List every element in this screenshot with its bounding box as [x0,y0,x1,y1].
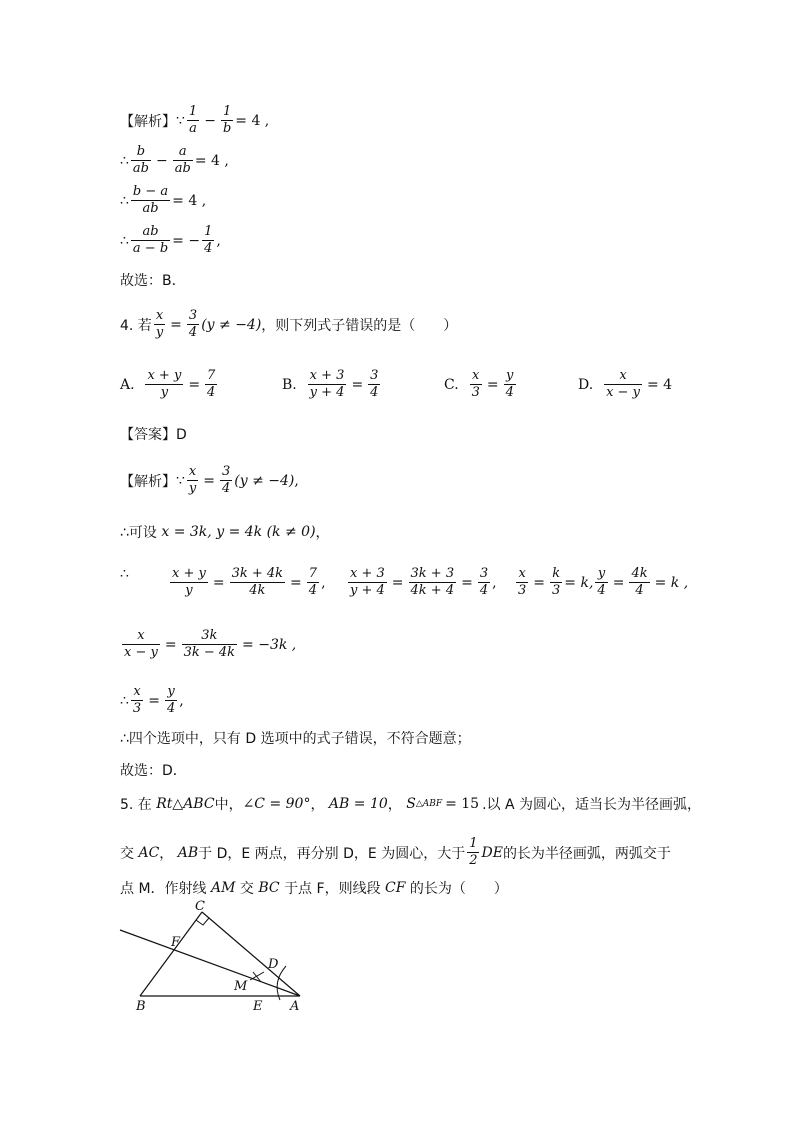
q3-analysis-line3: ∴ $\frac{b - a}{ab}$ = 4 , [120,184,207,216]
q5-line2: 交 AC ， AB 于 D，E 两点，再分别 D，E 为圆心，大于 $\frac{1}{2}$ DE 的长为半径画弧，两弧交于 [120,836,671,868]
fraction: $\frac{x}{x - y}$ [124,628,158,660]
label-c: C [195,900,205,914]
fraction: $\frac{3k + 4k}{4k}$ [231,566,284,598]
therefore-symbol: ∴ [120,232,129,249]
q4-analysis-line4: $\frac{x}{x - y}$ = $\frac{3k}{3k - 4k}$ = −3k , [124,628,297,660]
q5-line1: 5. 在 Rt△ABC 中， ∠C = 90° ， AB = 10 ， S △ABF = 15 .以 A 为圆心，适当长为半径画弧， [120,796,702,813]
q3-analysis-line4: ∴ $\frac{ab}{a - b}$ = − $\frac{1}{4}$ , [120,224,221,256]
fraction: $\frac{b}{ab}$ [132,144,149,176]
fraction: $\frac{x + 3}{y + 4}$ [350,566,385,598]
fraction: $\frac{x}{3}$ [471,368,480,400]
fraction: $\frac{4k}{4}$ [631,566,648,598]
fraction: $\frac{x + 3}{y + 4}$ [309,368,345,400]
side-bc [140,912,202,996]
fraction: $\frac{k}{3}$ [552,566,561,598]
fraction: $\frac{x + y}{y}$ [147,368,182,400]
q4-stem: 4. 若 $\frac{x}{y}$ = $\frac{3}{4}$ (y ≠ −4) ，则下列式子错误的是（ ） [120,308,458,340]
label-b: B [136,999,146,1014]
fraction: $\frac{ab}{a - b}$ [132,224,169,256]
q4-analysis-line3a: ∴ [120,566,129,582]
q4-answer: 【答案】D [120,427,187,443]
fraction: $\frac{3}{4}$ [222,464,231,496]
fraction: $\frac{x}{3}$ [518,566,527,598]
q4-option-c: C. $\frac{x}{3}$ = $\frac{y}{4}$ [444,368,514,400]
fraction: $\frac{x}{y}$ [188,464,197,496]
label-e: E [253,999,263,1014]
fraction: $\frac{3k}{3k - 4k}$ [183,628,236,660]
fraction: $\frac{1}{a}$ [188,104,198,136]
fraction: $\frac{3k + 3}{4k + 4}$ [410,566,455,598]
fraction: $\frac{a}{ab}$ [174,144,191,176]
arc-m1 [250,972,264,980]
q4-analysis-line1: 【解析】 ∵ $\frac{x}{y}$ = $\frac{3}{4}$ (y ≠ −4) , [120,464,299,496]
fraction: $\frac{x + y}{y}$ [172,566,206,598]
because-symbol: ∵ [176,112,185,129]
q4-option-a: A. $\frac{x + y}{y}$ = $\frac{7}{4}$ [120,368,216,400]
triangle-figure [110,900,320,1015]
q4-conclusion: ∴四个选项中，只有 D 选项中的式子错误，不符合题意； [120,731,471,747]
q3-analysis-line2: ∴ $\frac{b}{ab}$ − $\frac{a}{ab}$ = 4 , [120,144,229,176]
right-angle-mark [196,918,209,925]
fraction: $\frac{x}{x - y}$ [606,368,640,400]
fraction: $\frac{b - a}{ab}$ [132,184,169,216]
q3-analysis-line1: 【解析】 ∵ $\frac{1}{a}$ − $\frac{1}{b}$ = 4 , [120,104,270,136]
label-m: M [234,979,248,994]
side-ca [202,912,300,996]
therefore-symbol: ∴ [120,192,129,209]
fraction: $\frac{y}{4}$ [597,566,606,598]
fraction: $\frac{1}{4}$ [204,224,213,256]
q4-analysis-line3b: $\frac{x + y}{y}$ = $\frac{3k + 4k}{4k}$ = $\frac{7}{4}$ , [172,566,326,598]
fraction: $\frac{y}{4}$ [505,368,514,400]
fraction: $\frac{7}{4}$ [207,368,216,400]
q3-choose: 故选：B． [120,273,186,289]
fraction: $\frac{3}{4}$ [188,308,198,340]
q4-option-b: B. $\frac{x + 3}{y + 4}$ = $\frac{3}{4}$ [282,368,379,400]
fraction: $\frac{x}{y}$ [155,308,164,340]
fraction: $\frac{1}{b}$ [222,104,232,136]
label-a: A [290,999,300,1014]
q4-analysis-line5: ∴ $\frac{x}{3}$ = $\frac{y}{4}$ , [120,684,184,716]
q4-option-d: D. $\frac{x}{x - y}$ = 4 [578,368,673,400]
q5-line3: 点 M．作射线 AM 交 BC 于点 F，则线段 CF 的长为（ ） [120,880,508,897]
q4-analysis-line2: ∴可设 x = 3k, y = 4k (k ≠ 0) ， [120,524,330,541]
fraction: $\frac{3}{4}$ [370,368,379,400]
label-d: D [268,957,279,972]
fraction: $\frac{x}{3}$ [132,684,142,716]
label-f: F [171,935,181,950]
fraction: $\frac{y}{4}$ [166,684,176,716]
q4-analysis-line3d: $\frac{x}{3}$ = $\frac{k}{3}$ = k, $\frac{y}{4}$ = $\frac{4k}{4}$ = k , [518,566,689,598]
fraction: $\frac{1}{2}$ [469,836,478,868]
fraction: $\frac{7}{4}$ [308,566,318,598]
fraction: $\frac{3}{4}$ [479,566,489,598]
analysis-label: 【解析】 [120,113,176,130]
q4-analysis-line3c: $\frac{x + 3}{y + 4}$ = $\frac{3k + 3}{4k + 4}$ = $\frac{3}{4}$ , [350,566,497,598]
q4-choose: 故选：D． [120,763,187,779]
therefore-symbol: ∴ [120,152,129,169]
